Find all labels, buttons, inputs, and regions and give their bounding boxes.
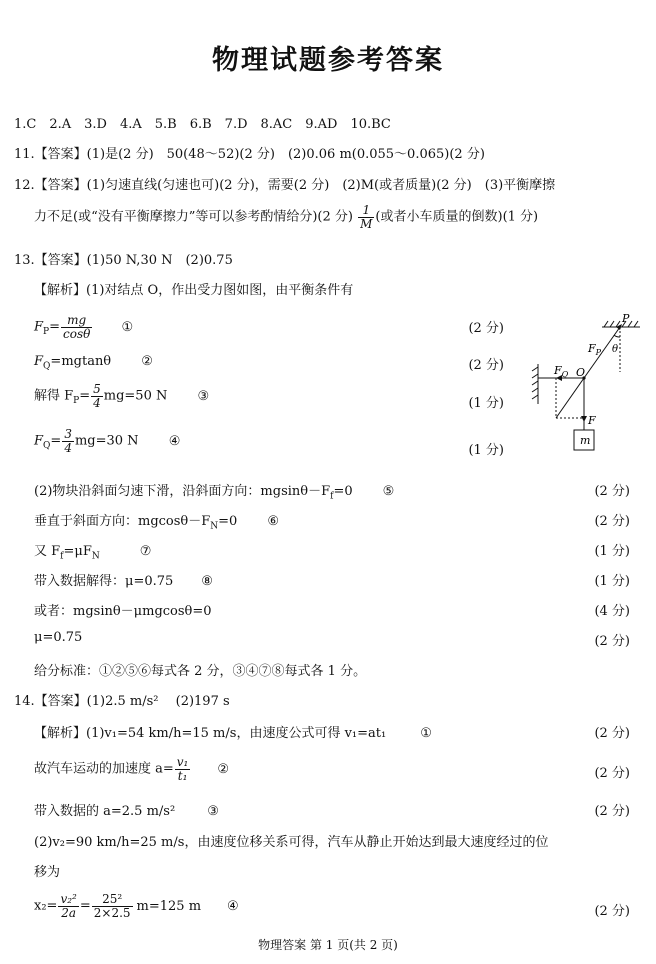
- label-f: F: [588, 414, 596, 427]
- l3-mark: ③: [207, 804, 219, 819]
- eq3-frac: [91, 383, 103, 409]
- p4-text: 又 F: [34, 544, 61, 559]
- eq3-pre: 解得 F: [34, 388, 74, 404]
- eq1-num: mg: [61, 314, 92, 328]
- l6-num2: 25²: [92, 893, 133, 907]
- eq3-num: 5: [93, 382, 101, 396]
- label-theta: θ: [612, 344, 619, 355]
- label-fq: $F_Q$: [554, 364, 569, 379]
- q13-p3: [34, 510, 279, 532]
- q14-l2: [34, 756, 229, 782]
- q12-line2b: (或者小车质量的倒数)(1 分): [375, 209, 539, 225]
- q13-grading: 给分标准：①②⑤⑥每式各 2 分，③④⑦⑧每式各 1 分。: [34, 664, 367, 679]
- eq4-num: 3: [64, 427, 72, 441]
- frac-num: 1: [358, 204, 374, 218]
- p4-sub: f: [60, 551, 64, 562]
- q14-l1: [34, 722, 432, 741]
- p3-sub: N: [210, 521, 219, 532]
- eq1-score: (2 分): [468, 321, 504, 336]
- l6-den2: 2×2.5: [93, 905, 131, 920]
- eq1-den: cosθ: [63, 326, 91, 341]
- q12-line2a: 力不足(或“没有平衡摩擦力”等可以参考酌情给分)(2 分): [34, 209, 353, 225]
- eq4-rest: mg=30 N: [74, 433, 139, 449]
- p4-score: (1 分): [594, 544, 630, 559]
- eq4-f: F: [34, 433, 44, 449]
- eq3-eq: =: [79, 388, 91, 404]
- eq1-eq: =: [49, 319, 60, 335]
- l6-num1: v₂²: [60, 892, 77, 906]
- q13-p6: 或者：mgsinθ－μmgcosθ=0: [34, 604, 212, 619]
- l6-den1: 2a: [61, 905, 77, 920]
- eq2-score: (2 分): [468, 358, 504, 373]
- eq3-score: (1 分): [468, 396, 504, 411]
- p2-rest: =0: [333, 484, 353, 499]
- p7-score: (2 分): [594, 634, 630, 649]
- q12-fraction: [358, 204, 374, 230]
- p6-score: (4 分): [594, 604, 630, 619]
- eq4-frac: [62, 428, 74, 454]
- label-m: m: [580, 434, 591, 447]
- eq2-rest: =mgtanθ: [50, 354, 112, 369]
- q14-l5: 移为: [34, 865, 61, 880]
- eq3-rest: mg=50 N: [103, 388, 168, 404]
- eq2-f: F: [34, 354, 44, 369]
- l6-pre: x₂=: [34, 898, 58, 914]
- p2-text: (2)物块沿斜面匀速下滑，沿斜面方向：mgsinθ－F: [34, 484, 331, 499]
- eq4-den: 4: [64, 440, 72, 455]
- l1-text: 【解析】(1)v₁=54 km/h=15 m/s，由速度公式可得 v₁=at₁: [34, 726, 387, 741]
- l3-score: (2 分): [594, 804, 630, 819]
- q13-eq4: [34, 428, 180, 454]
- q14-l4: (2)v₂=90 km/h=25 m/s，由速度位移关系可得，汽车从静止开始达到最大速度经过的位: [34, 835, 549, 850]
- eq1-f: F: [34, 319, 44, 335]
- arrow-f: [581, 416, 587, 422]
- p2-score: (2 分): [594, 484, 630, 499]
- eq3-sub: P: [73, 396, 80, 407]
- eq4-sub: Q: [43, 441, 51, 452]
- l1-score: (2 分): [594, 726, 630, 741]
- p3-mark: ⑥: [267, 514, 279, 529]
- q13-eq1: [34, 314, 133, 340]
- label-o: O: [576, 366, 586, 379]
- q14-l6: [34, 893, 239, 919]
- p2-sub: f: [330, 491, 334, 502]
- q12-line1: 12.【答案】(1)匀速直线(匀速也可)(2 分)，需要(2 分) (2)M(或者质量)(2 分) (3)平衡摩擦: [14, 178, 556, 193]
- q12-line2: [34, 204, 538, 230]
- p5-mark: ⑧: [201, 574, 213, 589]
- frac-den: M: [360, 216, 373, 231]
- eq1-frac: [61, 314, 92, 340]
- mc-answers: 1.C 2.A 3.D 4.A 5.B 6.B 7.D 8.AC 9.AD 10.BC: [14, 117, 391, 132]
- label-fp: $F_P$: [588, 342, 602, 357]
- eq4-score: (1 分): [468, 443, 504, 458]
- q13-p2: [34, 480, 394, 502]
- p4-mark: ⑦: [139, 544, 152, 559]
- l2-mark: ②: [217, 761, 230, 777]
- l6-rest: m=125 m: [136, 898, 202, 914]
- eq1-mark: ①: [121, 319, 134, 335]
- eq2-mark: ②: [141, 354, 153, 369]
- eq3-den: 4: [93, 395, 101, 410]
- eq1-sub: P: [43, 327, 50, 338]
- p3-score: (2 分): [594, 514, 630, 529]
- q13-analysis: 【解析】(1)对结点 O，作出受力图如图，由平衡条件有: [34, 283, 354, 298]
- q13-p7: μ=0.75: [34, 630, 83, 645]
- q14-answer: 14.【答案】(1)2.5 m/s² (2)197 s: [14, 694, 230, 709]
- l2-frac: [175, 756, 191, 782]
- p2-mark: ⑤: [382, 484, 395, 499]
- p5-score: (1 分): [594, 574, 630, 589]
- q13-p4: [34, 540, 151, 562]
- l1-mark: ①: [420, 726, 432, 741]
- q13-answer: 13.【答案】(1)50 N,30 N (2)0.75: [14, 253, 233, 268]
- page-title: 物理试题参考答案: [212, 45, 444, 76]
- label-p: P: [622, 312, 630, 325]
- p5-text: 带入数据解得：μ=0.75: [34, 574, 174, 589]
- eq3-mark: ③: [197, 388, 210, 404]
- force-diagram: [528, 312, 648, 452]
- l2-den: t₁: [177, 768, 188, 783]
- p4-sub2: N: [91, 551, 100, 562]
- resultant-line: [556, 378, 584, 418]
- p3-text: 垂直于斜面方向：mgcosθ－F: [34, 514, 211, 529]
- q14-l3: [34, 800, 219, 819]
- q13-eq3: [34, 383, 209, 409]
- l6-frac1: [58, 893, 78, 919]
- p4-rest: =μF: [63, 544, 92, 559]
- l6-frac2: [92, 893, 133, 919]
- eq4-eq: =: [50, 433, 62, 449]
- l2-num: v₁: [176, 755, 189, 769]
- l6-score: (2 分): [594, 904, 630, 919]
- page-footer: 物理答案 第 1 页(共 2 页): [258, 938, 398, 952]
- l3-text: 带入数据的 a=2.5 m/s²: [34, 804, 176, 819]
- q13-eq2: [34, 354, 153, 372]
- q13-p5: [34, 570, 213, 589]
- eq4-mark: ④: [168, 433, 181, 449]
- l6-mark: ④: [227, 898, 239, 914]
- l2-pre: 故汽车运动的加速度 a=: [34, 761, 174, 777]
- l2-score: (2 分): [594, 766, 630, 781]
- p3-rest: =0: [218, 514, 238, 529]
- l6-eq: =: [79, 898, 91, 914]
- eq2-sub: Q: [43, 361, 51, 372]
- q11-answer: 11.【答案】(1)是(2 分) 50(48～52)(2 分) (2)0.06 m(0.055～0.065)(2 分): [14, 147, 485, 162]
